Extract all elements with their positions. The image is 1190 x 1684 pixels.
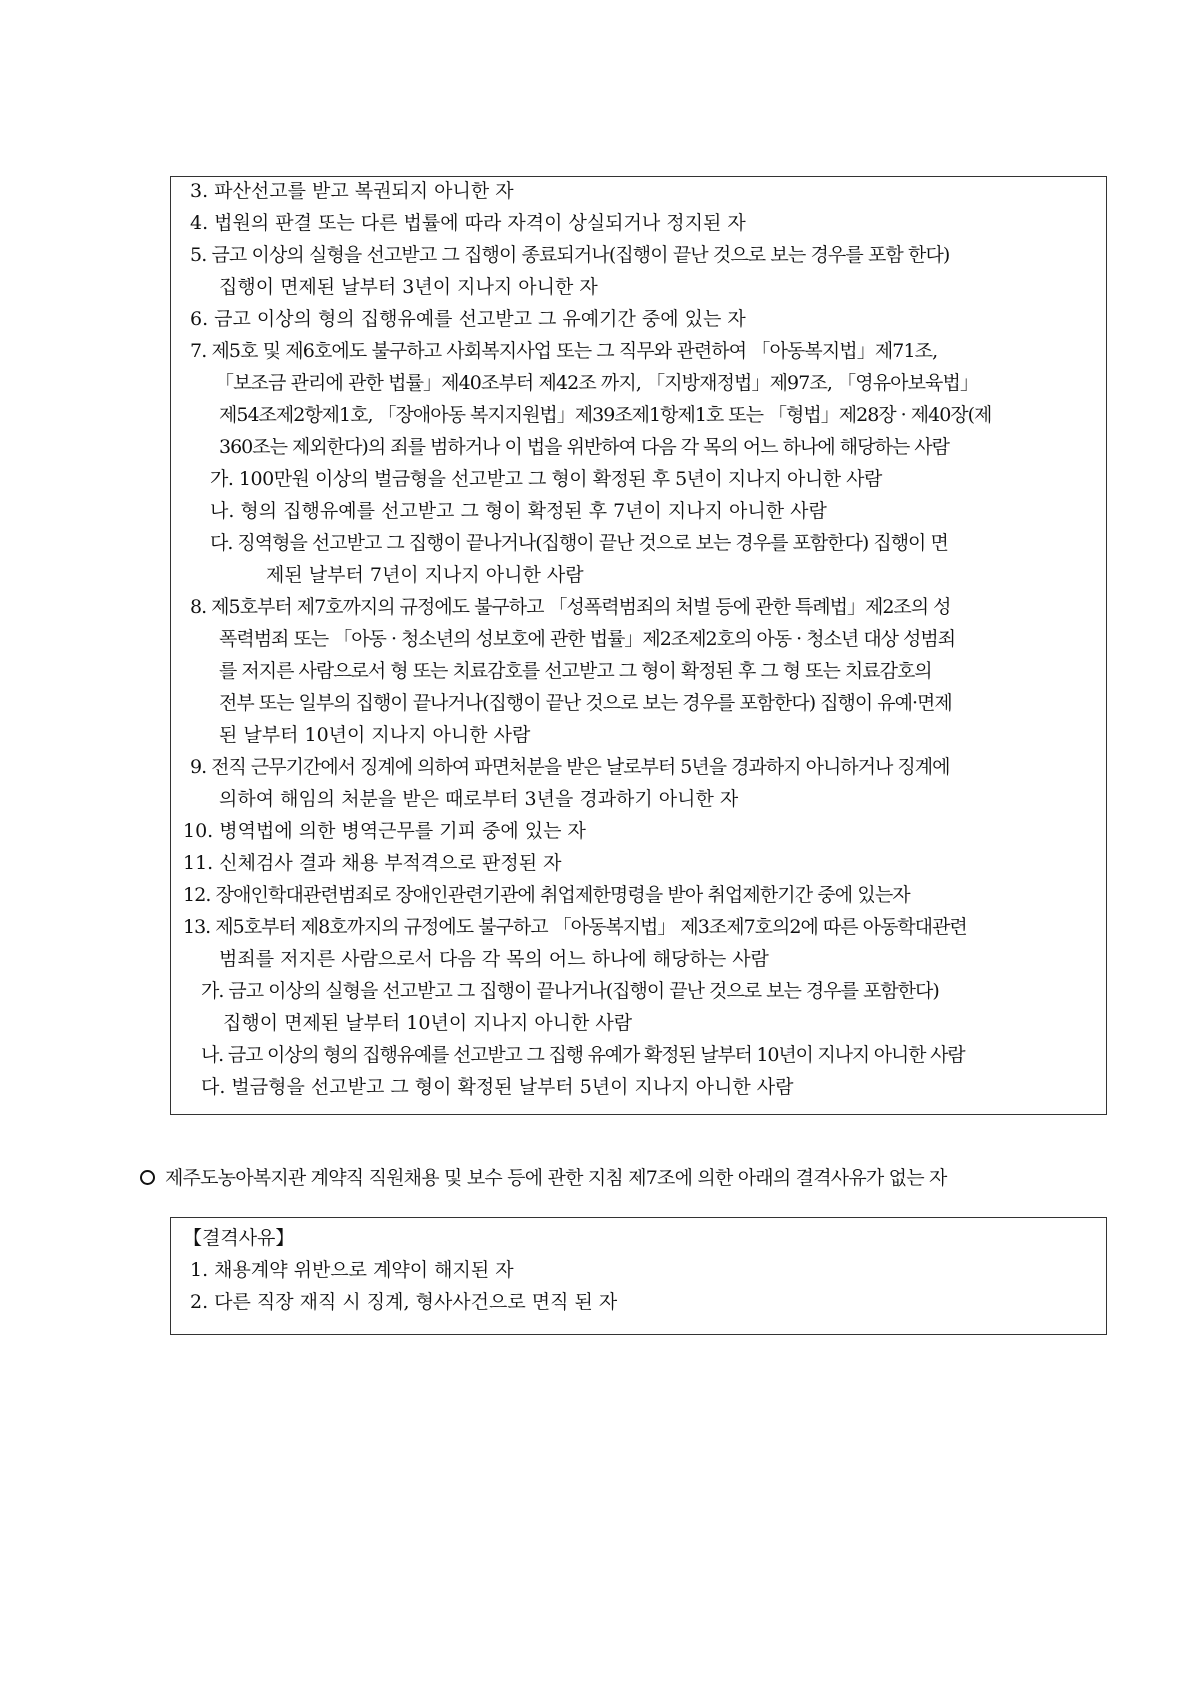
item-11: 11. 신체검사 결과 채용 부적격으로 판정된 자 [183, 852, 562, 874]
item-7-line-1: 7. 제5호 및 제6호에도 불구하고 사회복지사업 또는 그 직무와 관련하여 「아동복지법」제71조, [190, 340, 938, 362]
item-7-sub-na: 나. 형의 집행유예를 선고받고 그 형이 확정된 후 7년이 지나지 아니한 사람 [210, 500, 827, 522]
item-10: 10. 병역법에 의한 병역근무를 기피 중에 있는 자 [183, 820, 586, 842]
item-7-sub-ga: 가. 100만원 이상의 벌금형을 선고받고 그 형이 확정된 후 5년이 지나지 아니한 사람 [210, 468, 882, 490]
item-13-line-2: 범죄를 저지른 사람으로서 다음 각 목의 어느 하나에 해당하는 사람 [219, 948, 769, 970]
item-8-line-4: 전부 또는 일부의 집행이 끝나거나(집행이 끝난 것으로 보는 경우를 포함한다) 집행이 유예·면제 [219, 692, 952, 714]
item-9-line-1: 9. 전직 근무기간에서 징계에 의하여 파면처분을 받은 날로부터 5년을 경과하지 아니하거나 징계에 [190, 756, 950, 778]
item-13-sub-da: 다. 벌금형을 선고받고 그 형이 확정된 날부터 5년이 지나지 아니한 사람 [201, 1076, 794, 1098]
item-8-line-3: 를 저지른 사람으로서 형 또는 치료감호를 선고받고 그 형이 확정된 후 그 형 또는 치료감호의 [219, 660, 932, 682]
item-8-line-2: 폭력범죄 또는 「아동 · 청소년의 성보호에 관한 법률」제2조제2호의 아동 · 청소년 대상 성범죄 [219, 628, 956, 650]
item-7-sub-da-line-1: 다. 징역형을 선고받고 그 집행이 끝나거나(집행이 끝난 것으로 보는 경우를 포함한다) 집행이 면 [210, 532, 948, 554]
section-heading [140, 1166, 947, 1190]
section-heading-text: 제주도농아복지관 계약직 직원채용 및 보수 등에 관한 지침 제7조에 의한 아래의 결격사유가 없는 자 [165, 1167, 947, 1189]
disqualification-box-contract [170, 1217, 1107, 1335]
contract-item-1: 1. 채용계약 위반으로 계약이 해지된 자 [190, 1259, 514, 1281]
item-9-line-2: 의하여 해임의 처분을 받은 때로부터 3년을 경과하기 아니한 자 [219, 788, 739, 810]
item-7-sub-da-line-2: 제된 날부터 7년이 지나지 아니한 사람 [266, 564, 584, 586]
item-12: 12. 장애인학대관련범죄로 장애인관련기관에 취업제한명령을 받아 취업제한기간 중에 있는자 [183, 884, 910, 906]
contract-item-2: 2. 다른 직장 재직 시 징계, 형사사건으로 면직 된 자 [190, 1291, 618, 1313]
item-8-line-5: 된 날부터 10년이 지나지 아니한 사람 [219, 724, 531, 746]
item-6: 6. 금고 이상의 형의 집행유예를 선고받고 그 유예기간 중에 있는 자 [190, 308, 746, 330]
disqualification-box-legal [170, 176, 1107, 1115]
item-13-sub-ga-line-2: 집행이 면제된 날부터 10년이 지나지 아니한 사람 [223, 1012, 633, 1034]
item-13-sub-na: 나. 금고 이상의 형의 집행유예를 선고받고 그 집행 유예가 확정된 날부터 10년이 지나지 아니한 사람 [201, 1044, 965, 1066]
circle-bullet-icon [140, 1170, 155, 1185]
item-5-line-1: 5. 금고 이상의 실형을 선고받고 그 집행이 종료되거나(집행이 끝난 것으로 보는 경우를 포함 한다) [190, 244, 950, 266]
item-7-line-4: 360조는 제외한다)의 죄를 범하거나 이 법을 위반하여 다음 각 목의 어느 하나에 해당하는 사람 [219, 436, 949, 458]
item-13-line-1: 13. 제5호부터 제8호까지의 규정에도 불구하고 「아동복지법」 제3조제7호의2에 따른 아동학대관련 [183, 916, 967, 938]
item-5-line-2: 집행이 면제된 날부터 3년이 지나지 아니한 자 [219, 276, 598, 298]
box-title: 【결격사유】 [183, 1227, 295, 1249]
item-4: 4. 법원의 판결 또는 다른 법률에 따라 자격이 상실되거나 정지된 자 [190, 212, 746, 234]
item-13-sub-ga-line-1: 가. 금고 이상의 실형을 선고받고 그 집행이 끝나거나(집행이 끝난 것으로 보는 경우를 포함한다) [201, 980, 939, 1002]
item-7-line-3: 제54조제2항제1호, 「장애아동 복지지원법」제39조제1항제1호 또는 「형법」제28장 · 제40장(제 [219, 404, 992, 426]
item-7-line-2: 「보조금 관리에 관한 법률」제40조부터 제42조 까지, 「지방재정법」제97조, 「영유아보육법」 [215, 372, 979, 394]
item-3: 3. 파산선고를 받고 복권되지 아니한 자 [190, 180, 514, 202]
item-8-line-1: 8. 제5호부터 제7호까지의 규정에도 불구하고 「성폭력범죄의 처벌 등에 관한 특례법」제2조의 성 [190, 596, 951, 618]
